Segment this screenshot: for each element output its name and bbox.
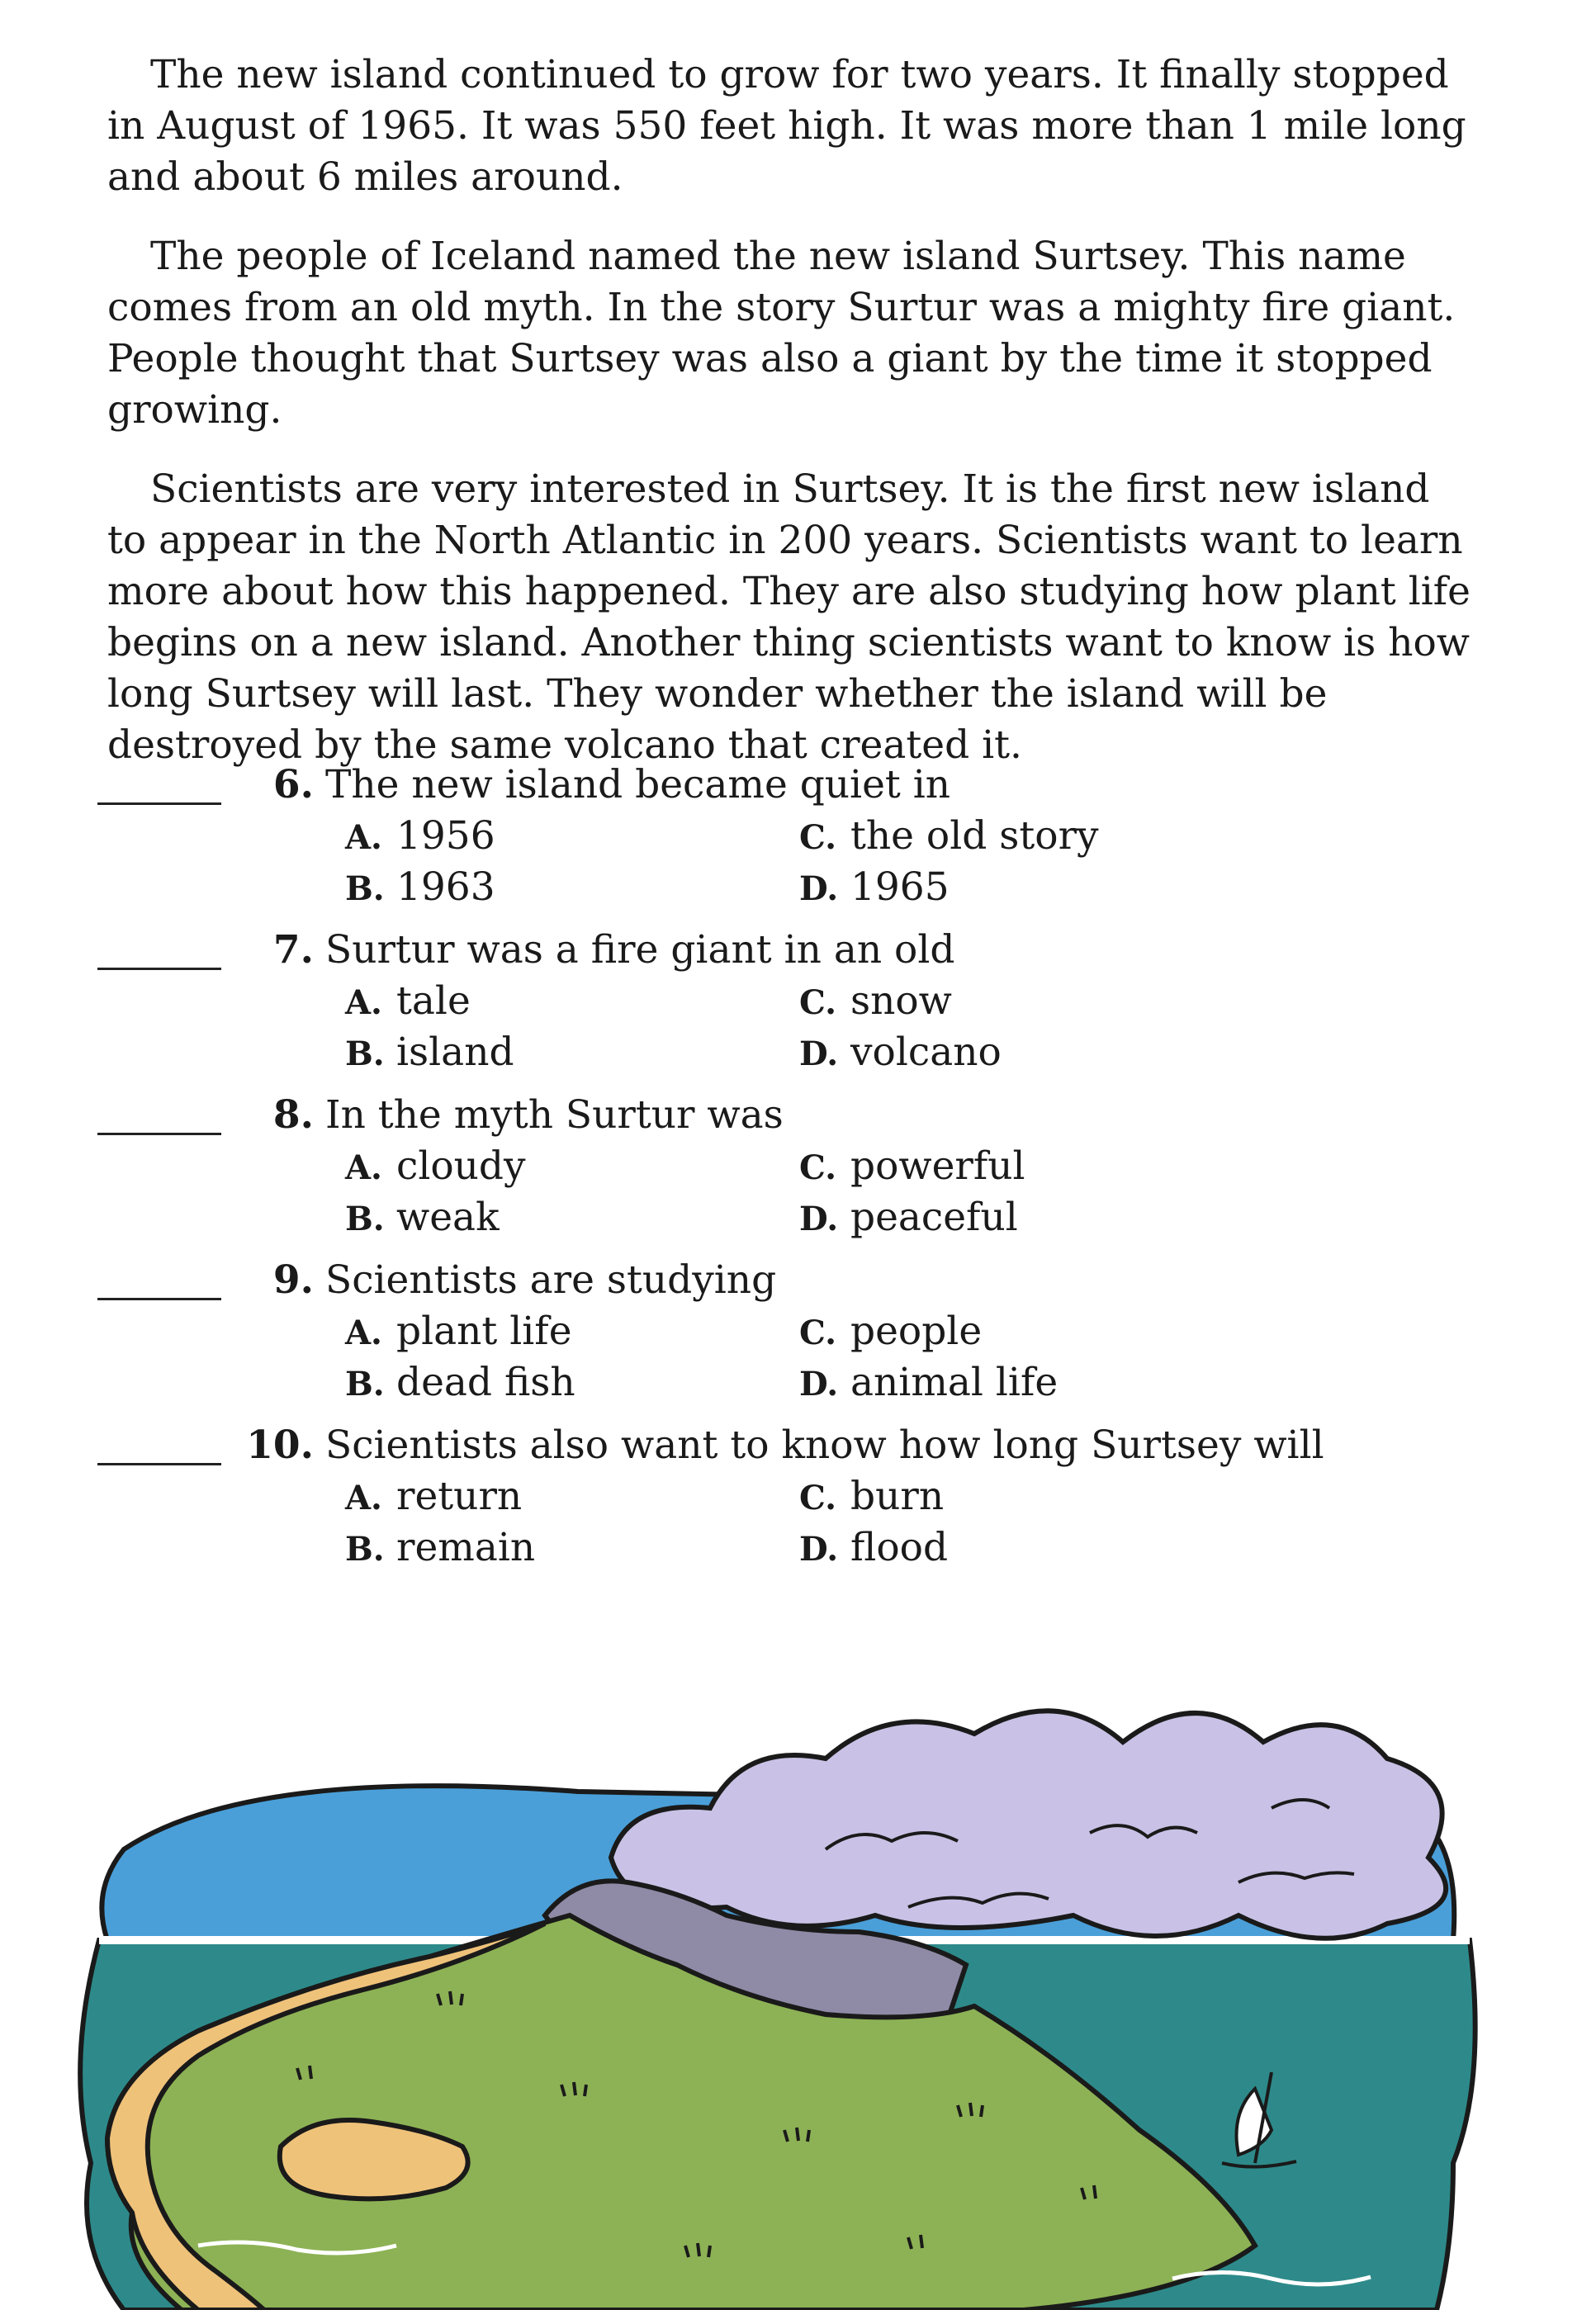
option-b[interactable]: B. remain [345, 1525, 536, 1570]
question-stem: The new island became quiet in [325, 762, 951, 807]
question-7 [97, 925, 1336, 1090]
smoke-cloud [611, 1711, 1446, 1938]
option-d[interactable]: D. 1965 [799, 864, 950, 910]
answer-blank[interactable] [97, 802, 221, 805]
question-8 [97, 1090, 1336, 1255]
question-list [97, 760, 1336, 1585]
answer-blank[interactable] [97, 1133, 221, 1135]
passage-paragraph-1: The new island continued to grow for two years. It finally stopped in August of 1965. It was 550 feet high. It was more than 1 mile long and about 6 miles around. [107, 52, 1466, 200]
question-10 [97, 1420, 1336, 1585]
question-number: 7. [272, 927, 314, 973]
option-d[interactable]: D. animal life [799, 1360, 1058, 1405]
option-a[interactable]: A. 1956 [345, 813, 495, 859]
option-d[interactable]: D. peaceful [799, 1195, 1018, 1240]
option-c[interactable]: C. the old story [799, 813, 1099, 859]
passage-paragraph-2: The people of Iceland named the new island Surtsey. This name comes from an old myth. In the story Surtur was a mighty fire giant. People thought that Surtsey was also a giant by the time it stopped growing. [107, 234, 1456, 433]
answer-blank[interactable] [97, 968, 221, 970]
option-a[interactable]: A. cloudy [345, 1143, 526, 1189]
option-a[interactable]: A. tale [345, 978, 471, 1024]
reading-passage [107, 0, 1478, 799]
option-c[interactable]: C. people [799, 1309, 983, 1354]
question-number: 8. [272, 1092, 314, 1138]
question-stem: Scientists also want to know how long Surtsey will [325, 1422, 1324, 1468]
option-c[interactable]: C. snow [799, 978, 952, 1024]
option-b[interactable]: B. island [345, 1030, 514, 1075]
passage-paragraph-3: Scientists are very interested in Surtsey. It is the first new island to appear in the North Atlantic in 200 years. Scientists want to learn more about how this happened. They are also studying how plant life begins on a new island. Another thing scientists want to know is how long Surtsey will last. They wonder whether the island will be destroyed by the same volcano that created it. [107, 466, 1470, 768]
question-stem: Scientists are studying [325, 1257, 777, 1303]
option-d[interactable]: D. volcano [799, 1030, 1002, 1075]
question-stem: In the myth Surtur was [325, 1092, 784, 1138]
question-number: 9. [272, 1257, 314, 1303]
option-b[interactable]: B. dead fish [345, 1360, 575, 1405]
option-a[interactable]: A. plant life [345, 1309, 572, 1354]
question-6 [97, 760, 1336, 925]
question-number: 6. [272, 762, 314, 807]
question-9 [97, 1255, 1336, 1420]
answer-blank[interactable] [97, 1298, 221, 1300]
answer-blank[interactable] [97, 1463, 221, 1465]
option-a[interactable]: A. return [345, 1474, 523, 1519]
option-b[interactable]: B. 1963 [345, 864, 495, 910]
option-b[interactable]: B. weak [345, 1195, 500, 1240]
question-stem: Surtur was a fire giant in an old [325, 927, 955, 973]
option-d[interactable]: D. flood [799, 1525, 949, 1570]
volcano-island-illustration [0, 1668, 1596, 2310]
question-number: 10. [246, 1422, 314, 1468]
option-c[interactable]: C. burn [799, 1474, 945, 1519]
option-c[interactable]: C. powerful [799, 1143, 1025, 1189]
